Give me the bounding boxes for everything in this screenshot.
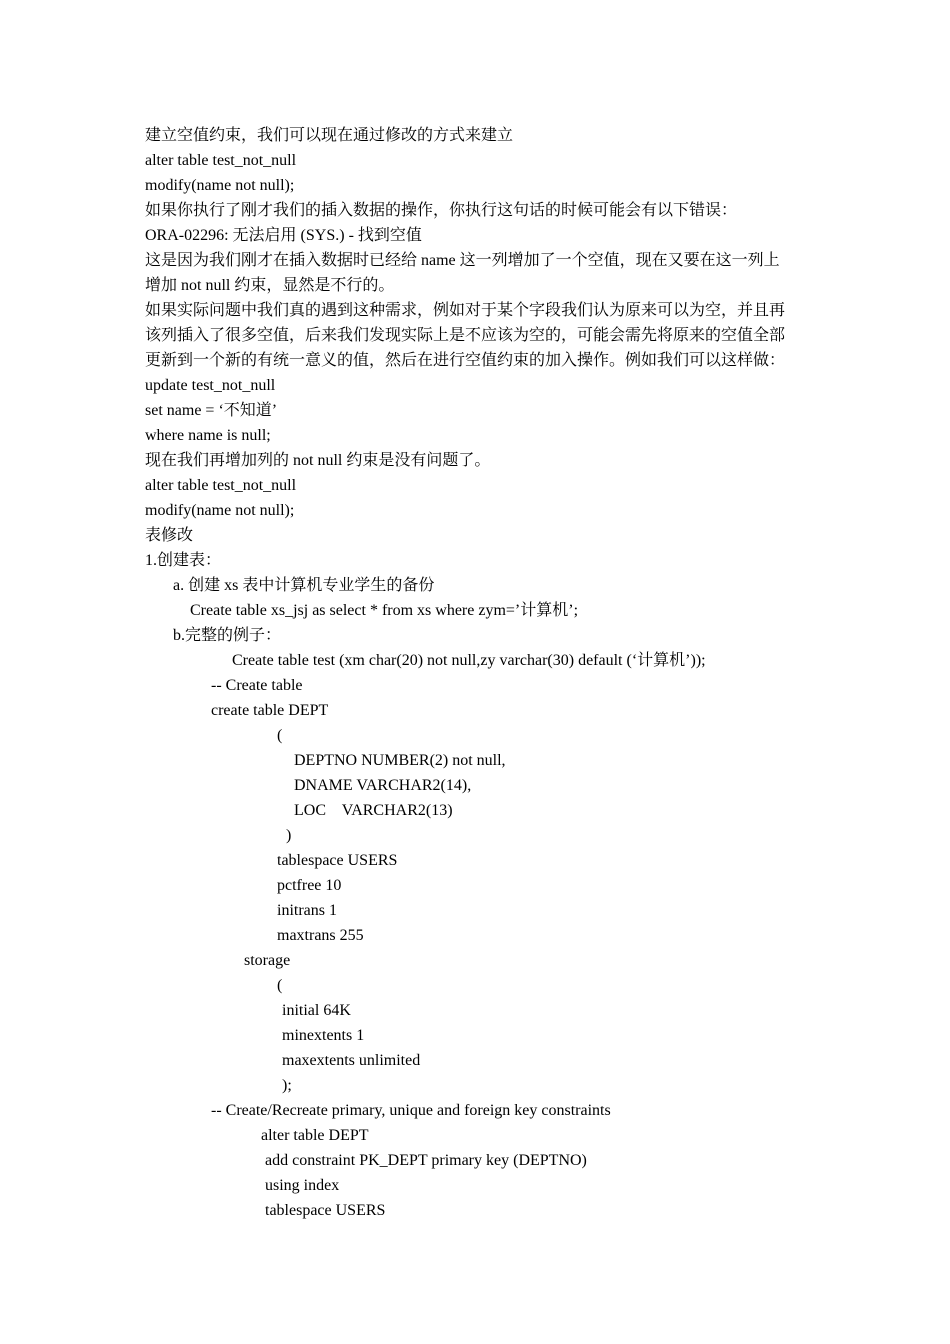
code-line: modify(name not null); [145, 502, 295, 519]
text-line: 如果实际问题中我们真的遇到这种需求，例如对于某个字段我们认为原来可以为空，并且再 [145, 302, 786, 319]
code-line: ( [277, 727, 283, 744]
code-line: storage [244, 952, 291, 969]
text-line: 建立空值约束，我们可以现在通过修改的方式来建立 [145, 127, 514, 144]
sub-item-heading: a. 创建 xs 表中计算机专业学生的备份 [173, 577, 435, 594]
code-line: tablespace USERS [277, 852, 398, 869]
code-line: DNAME VARCHAR2(14), [294, 777, 472, 794]
code-line: update test_not_null [145, 377, 276, 394]
code-line: add constraint PK_DEPT primary key (DEPTNO) [265, 1152, 587, 1169]
code-line: maxtrans 255 [277, 927, 364, 944]
text-line: 更新到一个新的有统一意义的值，然后在进行空值约束的加入操作。例如我们可以这样做： [145, 352, 786, 369]
text-line: 现在我们再增加列的 not null 约束是没有问题了。 [145, 452, 491, 469]
code-line: minextents 1 [282, 1027, 365, 1044]
code-line: initrans 1 [277, 902, 337, 919]
text-line: 增加 not null 约束，显然是不行的。 [145, 277, 395, 294]
code-line: ); [282, 1077, 292, 1094]
code-line: where name is null; [145, 427, 271, 444]
code-line: DEPTNO NUMBER(2) not null, [294, 752, 506, 769]
code-line: pctfree 10 [277, 877, 342, 894]
code-line: Create table test (xm char(20) not null,zy varchar(30) default (‘计算机’)); [232, 652, 706, 669]
code-line: alter table test_not_null [145, 152, 297, 169]
section-heading: 表修改 [145, 527, 194, 544]
code-line: Create table xs_jsj as select * from xs where zym=’计算机’; [190, 602, 579, 619]
code-line: LOC VARCHAR2(13) [294, 802, 453, 819]
code-comment-line: -- Create/Recreate primary, unique and foreign key constraints [211, 1102, 611, 1119]
code-line: ) [286, 827, 292, 844]
code-line: tablespace USERS [265, 1202, 386, 1219]
text-line: 这是因为我们刚才在插入数据时已经给 name 这一列增加了一个空值，现在又要在这一列上 [145, 252, 780, 269]
code-line: using index [265, 1177, 340, 1194]
code-line: create table DEPT [211, 702, 329, 719]
code-line: set name = ‘不知道’ [145, 402, 278, 419]
code-line: modify(name not null); [145, 177, 295, 194]
text-line: 如果你执行了刚才我们的插入数据的操作，你执行这句话的时候可能会有以下错误： [145, 202, 738, 219]
code-comment-line: -- Create table [211, 677, 303, 694]
code-line: alter table DEPT [261, 1127, 369, 1144]
text-line: 该列插入了很多空值，后来我们发现实际上是不应该为空的，可能会需先将原来的空值全部 [145, 327, 786, 344]
sub-item-heading: b.完整的例子： [173, 627, 282, 644]
error-message-line: ORA-02296: 无法启用 (SYS.) - 找到空值 [145, 227, 422, 244]
list-item-heading: 1.创建表： [145, 552, 222, 569]
code-line: alter table test_not_null [145, 477, 297, 494]
code-line: initial 64K [282, 1002, 351, 1019]
code-line: ( [277, 977, 283, 994]
code-line: maxextents unlimited [282, 1052, 421, 1069]
